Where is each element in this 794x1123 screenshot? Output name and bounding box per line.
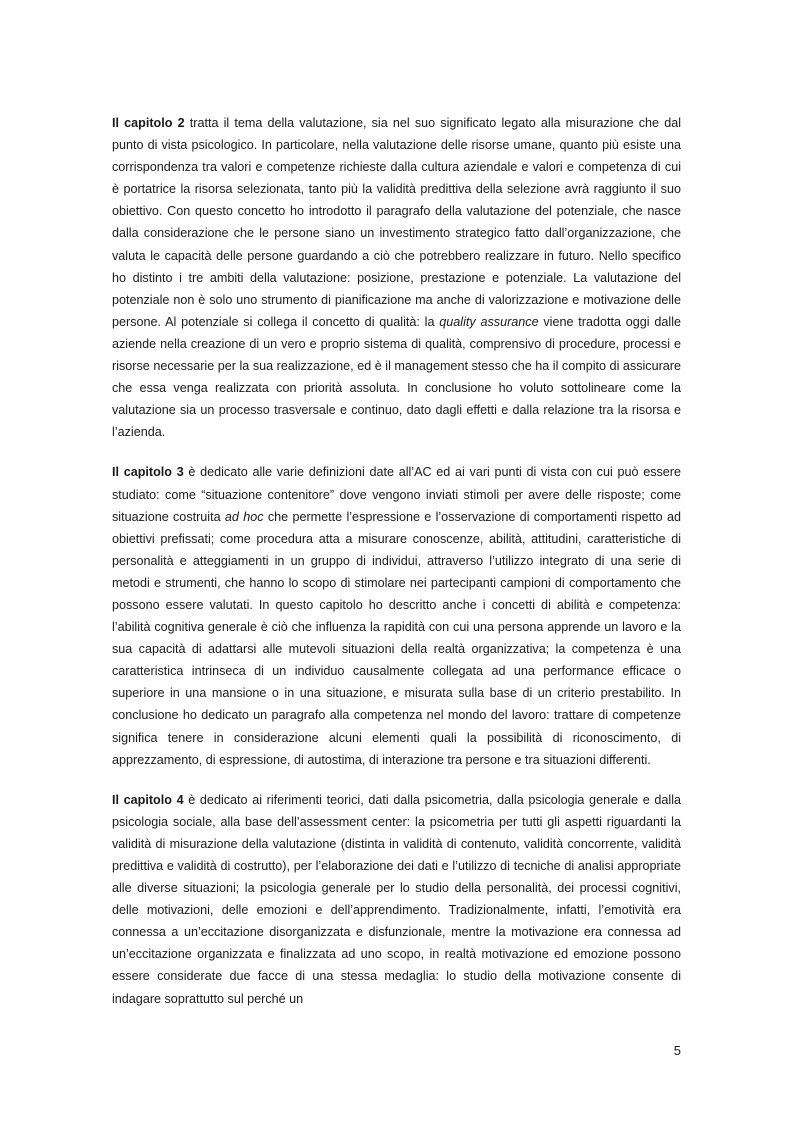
paragraph-chapter-2: [112, 112, 681, 443]
chapter-2-italic-term: quality assurance: [439, 314, 539, 329]
chapter-4-text-a: è dedicato ai riferimenti teorici, dati dalla psicometria, dalla psicologia generale e dalla psicologia sociale, alla base dell’assessment center: la psicometria per tutti gli aspetti riguardanti la validità di misurazione della valutazione (distinta in validità di contenuto, validità concorrente, validità predittiva e validità di costrutto), per l’elaborazione dei dati e l’utilizzo di tecniche di analisi appropriate alle diverse situazioni; la psicologia generale per lo studio della personalità, dei processi cognitivi, delle motivazioni, delle emozioni e dell’apprendimento. Tradizionalmente, infatti, l’emotività era connessa a un’eccitazione disorganizzata e disfunzionale, mentre la motivazione era connessa ad un’eccitazione organizzata e finalizzata ad uno scopo, in realtà motivazione ed emozione possono essere considerate due facce di una stessa medaglia: lo studio della motivazione consente di indagare soprattutto sul perché un: [112, 792, 682, 1006]
chapter-4-lead: Il capitolo 4: [112, 792, 184, 807]
chapter-2-lead: Il capitolo 2: [112, 116, 185, 130]
chapter-3-italic-term: ad hoc: [224, 509, 264, 524]
chapter-2-text-b: viene tradotta oggi dalle aziende nella creazione di un vero e proprio sistema di qualità, comprensivo di procedure, processi e risorse necessarie per la sua realizzazione, ed è il management stesso che ha il compito di assicurare che essa venga realizzata con priorità assoluta. In conclusione ho voluto sottolineare come la valutazione sia un processo trasversale e continuo, dato dagli effetti e dalla relazione tra la risorsa e l’azienda.: [112, 314, 681, 440]
chapter-3-text-a: è dedicato alle varie definizioni date all’AC ed ai vari punti di vista con cui può essere studiato: come “situazione contenitore” dove vengono inviati stimoli per avere delle risposte; come situazione costruita: [112, 465, 681, 524]
chapter-3-text-b: che permette l’espressione e l’osservazione di comportamenti rispetto ad obiettivi prefissati; come procedura atta a misurare conoscenze, abilità, attitudini, caratteristiche di personalità e atteggiamenti in un gruppo di individui, attraverso l’utilizzo integrato di una serie di metodi e strumenti, che hanno lo scopo di stimolare nei partecipanti campioni di comportamento che possono essere valutati. In questo capitolo ho descritto anche i concetti di abilità e competenza: l’abilità cognitiva generale è ciò che influenza la rapidità con cui una persona apprende un lavoro e la sua capacità di adattarsi alle mutevoli situazioni della realtà organizzativa; la competenza è una caratteristica intrinseca di un individuo causalmente collegata ad una performance efficace o superiore in una mansione o in una situazione, e misurata sulla base di un criterio prestabilito. In conclusione ho dedicato un paragrafo alla competenza nel mondo del lavoro: trattare di competenze significa tenere in considerazione alcuni elementi quali la possibilità di riconoscimento, di apprezzamento, di espressione, di autostima, di interazione tra persone e tra situazioni differenti.: [112, 509, 682, 767]
chapter-2-text-a: tratta il tema della valutazione, sia nel suo significato legato alla misurazione che dal punto di vista psicologico. In particolare, nella valutazione delle risorse umane, quanto più esiste una corrispondenza tra valori e competenze richieste dalla cultura aziendale e valori e competenza di cui è portatrice la risorsa selezionata, tanto più la validità predittiva della selezione avrà raggiunto il suo obiettivo. Con questo concetto ho introdotto il paragrafo della valutazione del potenziale, che nasce dalla considerazione che le persone siano un investimento strategico fatto dall’organizzazione, che valuta le capacità delle persone guardando a ciò che potrebbero realizzare in futuro. Nello specifico ho distinto i tre ambiti della valutazione: posizione, prestazione e potenziale. La valutazione del potenziale non è solo uno strumento di pianificazione ma anche di valorizzazione e motivazione delle persone. Al potenziale si collega il concetto di qualità: la: [112, 116, 681, 329]
document-page: [112, 112, 681, 1028]
chapter-3-lead: Il capitolo 3: [112, 465, 184, 480]
paragraph-chapter-4: [112, 789, 681, 1010]
page-number: 5: [673, 1043, 681, 1058]
paragraph-chapter-3: [112, 461, 681, 770]
